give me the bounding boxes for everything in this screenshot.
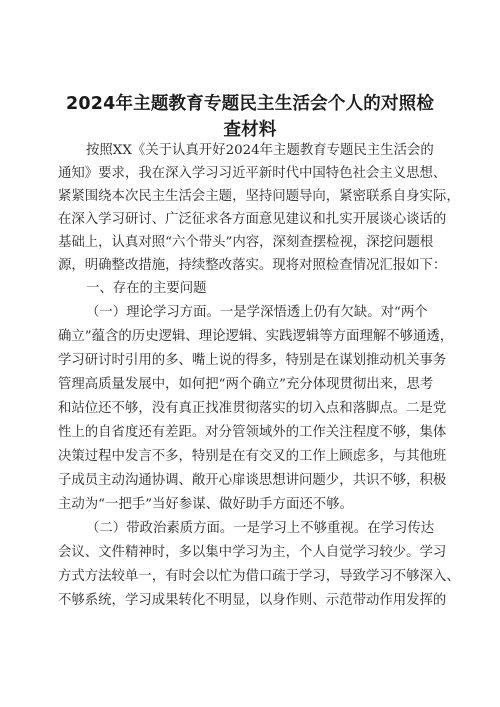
paragraph-intro-line-2: 通知》要求，我在深入学习习近平新时代中国特色社会主义思想、 <box>58 166 447 181</box>
document-title-line-2: 查材料 <box>223 120 277 140</box>
paragraph-theory-line-1: （一）理论学习方面。一是学深悟透上仍有欠缺。对“两个 <box>86 305 428 320</box>
paragraph-theory-line-6: 性上的自省度还有差距。对分管领域外的工作关注程度不够，集体 <box>58 425 447 440</box>
document-title-line-1: 2024年主题教育专题民主生活会个人的对照检 <box>65 94 435 114</box>
paragraph-theory-line-3: 学习研讨时引用的多、嘴上说的得多，特别是在谋划推动机关事务 <box>58 353 447 368</box>
paragraph-politics-line-4: 不够系统，学习成果转化不明显，以身作则、示范带动作用发挥的 <box>58 593 447 608</box>
paragraph-intro-line-5: 基础上，认真对照“六个带头”内容，深刻查摆检视，深挖问题根 <box>58 235 434 250</box>
paragraph-intro-line-3: 紧紧围绕本次民主生活会主题，坚持问题导向，紧密联系自身实际， <box>58 189 460 204</box>
paragraph-theory-line-5: 和站位还不够，没有真正找准贯彻落实的切入点和落脚点。二是党 <box>58 401 447 416</box>
paragraph-politics-line-1: （二）带政治素质方面。一是学习上不够重视。在学习传达 <box>86 521 435 536</box>
paragraph-theory-line-4: 管理高质量发展中，如何把“两个确立”充分体现贯彻出来，思考 <box>58 377 434 392</box>
paragraph-politics-line-3: 方式方法较单一，有时会以忙为借口疏于学习，导致学习不够深入、 <box>58 569 460 584</box>
section-heading: 一、存在的主要问题 <box>86 281 207 296</box>
paragraph-theory-line-2: 确立”蕴含的历史逻辑、理论逻辑、实践逻辑等方面理解不够通透， <box>58 329 454 344</box>
paragraph-intro-line-1: 按照XX《关于认真开好2024年主题教育专题民主生活会的 <box>86 143 434 158</box>
paragraph-intro-line-4: 在深入学习研讨、广泛征求各方面意见建议和扎实开展谈心谈话的 <box>58 212 447 227</box>
paragraph-theory-line-9: 主动为“一把手”当好参谋、做好助手方面还不够。 <box>58 497 353 512</box>
paragraph-politics-line-2: 会议、文件精神时，多以集中学习为主，个人自觉学习较少。学习 <box>58 545 447 560</box>
paragraph-theory-line-8: 子成员主动沟通协调、敞开心扉谈思想讲问题少，共识不够，积极 <box>58 473 447 488</box>
paragraph-theory-line-7: 决策过程中发言不多，特别是在有交叉的工作上顾虑多，与其他班 <box>58 449 447 464</box>
paragraph-intro-line-6: 源，明确整改措施，持续整改落实。现将对照检查情况汇报如下： <box>58 258 447 273</box>
